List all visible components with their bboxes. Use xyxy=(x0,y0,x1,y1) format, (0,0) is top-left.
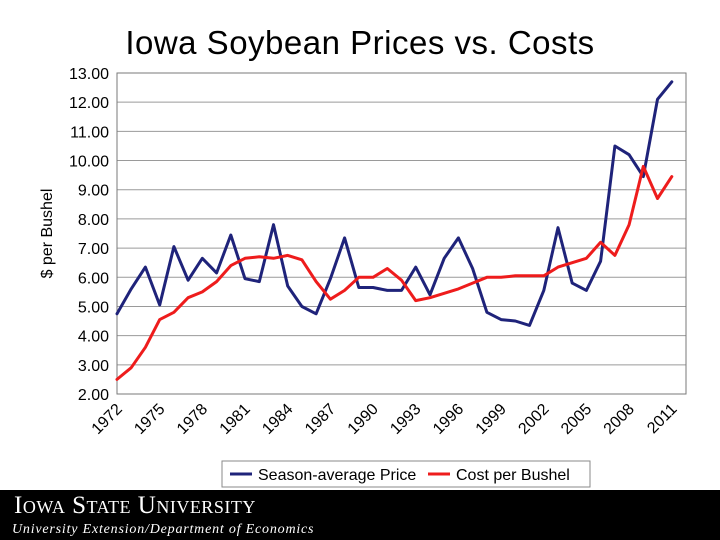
x-tick-label-4: 1984 xyxy=(259,400,297,438)
x-tick-label-7: 1993 xyxy=(387,400,425,438)
x-tick-label-5: 1987 xyxy=(302,400,340,438)
x-tick-label-0: 1972 xyxy=(88,400,126,438)
y-tick-label-3: 5.00 xyxy=(77,299,109,317)
y-tick-label-5: 7.00 xyxy=(77,241,109,259)
y-tick-label-4: 6.00 xyxy=(77,270,109,288)
series-line-0 xyxy=(117,82,672,326)
department-label: University Extension/Department of Economics xyxy=(12,522,315,537)
x-tick-label-11: 2005 xyxy=(558,400,596,438)
x-tick-label-2: 1978 xyxy=(173,400,212,438)
x-tick-label-3: 1981 xyxy=(216,400,254,438)
legend-label-1: Cost per Bushel xyxy=(456,467,570,484)
chart-title: Iowa Soybean Prices vs. Costs xyxy=(125,24,595,61)
university-footer xyxy=(0,490,720,540)
x-tick-label-13: 2011 xyxy=(644,400,681,438)
y-tick-label-6: 8.00 xyxy=(77,211,109,229)
x-tick-label-6: 1990 xyxy=(344,400,382,438)
x-tick-label-9: 1999 xyxy=(472,400,510,438)
series-line-1 xyxy=(117,166,672,379)
x-tick-label-8: 1996 xyxy=(430,400,468,438)
y-tick-label-7: 9.00 xyxy=(77,182,109,200)
legend-label-0: Season-average Price xyxy=(258,467,417,484)
y-axis-label: $ per Bushel xyxy=(39,188,56,279)
y-tick-label-11: 13.00 xyxy=(68,66,109,83)
university-wordmark: Iowa State University xyxy=(14,492,256,519)
y-tick-label-2: 4.00 xyxy=(77,328,109,346)
y-tick-label-9: 11.00 xyxy=(70,124,109,142)
x-tick-label-10: 2002 xyxy=(515,400,553,438)
y-tick-label-8: 10.00 xyxy=(68,153,109,171)
plot-area-frame xyxy=(117,73,686,394)
x-tick-label-12: 2008 xyxy=(600,400,638,438)
y-tick-label-10: 12.00 xyxy=(68,95,109,113)
x-tick-label-1: 1975 xyxy=(131,400,169,438)
y-tick-label-1: 3.00 xyxy=(77,357,109,375)
y-tick-label-0: 2.00 xyxy=(77,387,109,404)
